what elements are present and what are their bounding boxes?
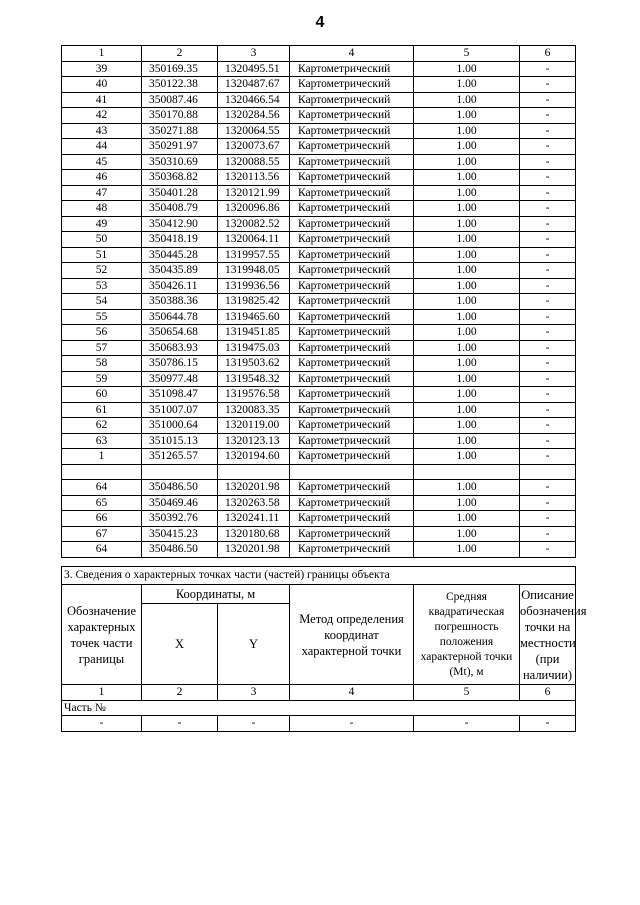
page-number: 4	[315, 14, 325, 31]
y-coordinate-cell: 1320284.56	[218, 108, 290, 124]
point-number-cell: 46	[62, 170, 142, 186]
description-cell: -	[520, 170, 576, 186]
description-cell: -	[520, 433, 576, 449]
empty-cell: -	[62, 716, 142, 732]
error-cell: 1.00	[414, 154, 520, 170]
error-cell: 1.00	[414, 309, 520, 325]
method-cell: Картометрический	[290, 294, 414, 310]
point-number-cell: 45	[62, 154, 142, 170]
method-cell: Картометрический	[290, 340, 414, 356]
x-coordinate-cell: 350426.11	[142, 278, 218, 294]
method-cell: Картометрический	[290, 108, 414, 124]
y-coordinate-cell: 1319451.85	[218, 325, 290, 341]
table-row	[62, 418, 576, 434]
error-cell: 1.00	[414, 511, 520, 527]
point-number-cell: 64	[62, 480, 142, 496]
part-label: Часть №	[62, 700, 576, 716]
error-cell: 1.00	[414, 325, 520, 341]
x-coordinate-cell: 350445.28	[142, 247, 218, 263]
error-cell: 1.00	[414, 201, 520, 217]
description-cell: -	[520, 185, 576, 201]
method-cell	[290, 464, 414, 480]
description-cell: -	[520, 139, 576, 155]
method-cell: Картометрический	[290, 526, 414, 542]
point-number-cell: 54	[62, 294, 142, 310]
x-coordinate-cell: 351015.13	[142, 433, 218, 449]
x-coordinate-cell: 350435.89	[142, 263, 218, 279]
x-coordinate-cell: 350368.82	[142, 170, 218, 186]
point-number-cell: 60	[62, 387, 142, 403]
section3-table	[61, 566, 587, 732]
point-number-cell: 48	[62, 201, 142, 217]
point-number-cell: 57	[62, 340, 142, 356]
method-cell: Картометрический	[290, 77, 414, 93]
description-cell: -	[520, 216, 576, 232]
description-cell: -	[520, 542, 576, 558]
description-cell: -	[520, 371, 576, 387]
table-row	[62, 108, 576, 124]
error-cell: 1.00	[414, 216, 520, 232]
column-number: 6	[520, 46, 576, 62]
table-row	[62, 480, 576, 496]
header-method: Метод определения координат характерной точки	[290, 585, 414, 685]
table-row	[62, 402, 576, 418]
description-cell: -	[520, 123, 576, 139]
y-coordinate-cell: 1319548.32	[218, 371, 290, 387]
table-row	[62, 325, 576, 341]
y-coordinate-cell: 1320119.00	[218, 418, 290, 434]
table-row	[62, 77, 576, 93]
point-number-cell: 58	[62, 356, 142, 372]
description-cell: -	[520, 154, 576, 170]
error-cell: 1.00	[414, 418, 520, 434]
description-cell: -	[520, 201, 576, 217]
header-designation: Обозначение характерных точек части границы	[62, 585, 142, 685]
y-coordinate-cell: 1320082.52	[218, 216, 290, 232]
point-number-cell: 52	[62, 263, 142, 279]
description-cell: -	[520, 526, 576, 542]
y-coordinate-cell: 1319948.05	[218, 263, 290, 279]
error-cell: 1.00	[414, 402, 520, 418]
method-cell: Картометрический	[290, 232, 414, 248]
method-cell: Картометрический	[290, 371, 414, 387]
method-cell: Картометрический	[290, 356, 414, 372]
method-cell: Картометрический	[290, 309, 414, 325]
point-number-cell: 56	[62, 325, 142, 341]
table-row	[62, 263, 576, 279]
x-coordinate-cell: 350122.38	[142, 77, 218, 93]
error-cell: 1.00	[414, 278, 520, 294]
error-cell: 1.00	[414, 77, 520, 93]
description-cell: -	[520, 449, 576, 465]
method-cell: Картометрический	[290, 216, 414, 232]
point-number-cell: 43	[62, 123, 142, 139]
y-coordinate-cell: 1320064.55	[218, 123, 290, 139]
table-row	[62, 185, 576, 201]
error-cell: 1.00	[414, 526, 520, 542]
description-cell: -	[520, 309, 576, 325]
error-cell: 1.00	[414, 61, 520, 77]
error-cell: 1.00	[414, 480, 520, 496]
method-cell: Картометрический	[290, 480, 414, 496]
method-cell: Картометрический	[290, 542, 414, 558]
method-cell: Картометрический	[290, 247, 414, 263]
error-cell: 1.00	[414, 232, 520, 248]
x-coordinate-cell: 350169.35	[142, 61, 218, 77]
table-row	[62, 247, 576, 263]
table-row	[62, 371, 576, 387]
point-number-cell: 64	[62, 542, 142, 558]
y-coordinate-cell: 1320495.51	[218, 61, 290, 77]
point-number-cell	[62, 464, 142, 480]
point-number-cell: 67	[62, 526, 142, 542]
error-cell: 1.00	[414, 185, 520, 201]
x-coordinate-cell: 350486.50	[142, 480, 218, 496]
x-coordinate-cell: 350486.50	[142, 542, 218, 558]
y-coordinate-cell	[218, 464, 290, 480]
point-number-cell: 49	[62, 216, 142, 232]
error-cell: 1.00	[414, 123, 520, 139]
error-cell: 1.00	[414, 542, 520, 558]
method-cell: Картометрический	[290, 387, 414, 403]
x-coordinate-cell: 351265.57	[142, 449, 218, 465]
error-cell: 1.00	[414, 294, 520, 310]
method-cell: Картометрический	[290, 185, 414, 201]
description-cell: -	[520, 418, 576, 434]
error-cell: 1.00	[414, 449, 520, 465]
section3-title: 3. Сведения о характерных точках части (частей) границы объекта	[62, 567, 576, 585]
header-coordinates: Координаты, м	[142, 585, 290, 604]
table-row	[62, 464, 576, 480]
error-cell: 1.00	[414, 139, 520, 155]
error-cell: 1.00	[414, 433, 520, 449]
point-number-cell: 40	[62, 77, 142, 93]
table-row	[62, 61, 576, 77]
table-row	[62, 356, 576, 372]
error-cell: 1.00	[414, 387, 520, 403]
header-y: Y	[218, 604, 290, 685]
y-coordinate-cell: 1319957.55	[218, 247, 290, 263]
error-cell: 1.00	[414, 92, 520, 108]
table-row	[62, 542, 576, 558]
x-coordinate-cell: 350310.69	[142, 154, 218, 170]
table-row	[62, 216, 576, 232]
table-row	[62, 387, 576, 403]
y-coordinate-cell: 1320064.11	[218, 232, 290, 248]
coordinates-table	[61, 45, 576, 558]
point-number-cell: 63	[62, 433, 142, 449]
x-coordinate-cell: 350412.90	[142, 216, 218, 232]
x-coordinate-cell: 351000.64	[142, 418, 218, 434]
point-number-cell: 65	[62, 495, 142, 511]
x-coordinate-cell: 350786.15	[142, 356, 218, 372]
method-cell: Картометрический	[290, 201, 414, 217]
method-cell: Картометрический	[290, 278, 414, 294]
point-number-cell: 1	[62, 449, 142, 465]
point-number-cell: 61	[62, 402, 142, 418]
header-x: X	[142, 604, 218, 685]
y-coordinate-cell: 1319475.03	[218, 340, 290, 356]
x-coordinate-cell: 350469.46	[142, 495, 218, 511]
section3-colnum: 6	[520, 685, 576, 701]
y-coordinate-cell: 1320073.67	[218, 139, 290, 155]
x-coordinate-cell: 350415.23	[142, 526, 218, 542]
empty-cell: -	[290, 716, 414, 732]
section3-colnum: 5	[414, 685, 520, 701]
section3-colnum: 4	[290, 685, 414, 701]
y-coordinate-cell: 1320201.98	[218, 542, 290, 558]
y-coordinate-cell: 1320123.13	[218, 433, 290, 449]
description-cell: -	[520, 108, 576, 124]
x-coordinate-cell: 351098.47	[142, 387, 218, 403]
error-cell: 1.00	[414, 247, 520, 263]
description-cell: -	[520, 247, 576, 263]
column-number: 3	[218, 46, 290, 62]
method-cell: Картометрический	[290, 325, 414, 341]
x-coordinate-cell: 350271.88	[142, 123, 218, 139]
description-cell: -	[520, 232, 576, 248]
y-coordinate-cell: 1320083.35	[218, 402, 290, 418]
table-row	[62, 170, 576, 186]
y-coordinate-cell: 1320263.58	[218, 495, 290, 511]
empty-cell: -	[218, 716, 290, 732]
column-number: 4	[290, 46, 414, 62]
table-row	[62, 433, 576, 449]
description-cell: -	[520, 92, 576, 108]
table-row	[62, 154, 576, 170]
point-number-cell: 59	[62, 371, 142, 387]
x-coordinate-cell: 350170.88	[142, 108, 218, 124]
table-row	[62, 526, 576, 542]
x-coordinate-cell: 350683.93	[142, 340, 218, 356]
y-coordinate-cell: 1320466.54	[218, 92, 290, 108]
table-row	[62, 278, 576, 294]
table-row	[62, 294, 576, 310]
y-coordinate-cell: 1320096.86	[218, 201, 290, 217]
y-coordinate-cell: 1319825.42	[218, 294, 290, 310]
method-cell: Картометрический	[290, 263, 414, 279]
point-number-cell: 47	[62, 185, 142, 201]
method-cell: Картометрический	[290, 61, 414, 77]
description-cell: -	[520, 77, 576, 93]
y-coordinate-cell: 1320121.99	[218, 185, 290, 201]
error-cell: 1.00	[414, 340, 520, 356]
table-row	[62, 309, 576, 325]
point-number-cell: 39	[62, 61, 142, 77]
description-cell: -	[520, 356, 576, 372]
section3-colnum: 3	[218, 685, 290, 701]
point-number-cell: 53	[62, 278, 142, 294]
point-number-cell: 50	[62, 232, 142, 248]
x-coordinate-cell: 350388.36	[142, 294, 218, 310]
point-number-cell: 55	[62, 309, 142, 325]
point-number-cell: 41	[62, 92, 142, 108]
y-coordinate-cell: 1320201.98	[218, 480, 290, 496]
column-number: 2	[142, 46, 218, 62]
y-coordinate-cell: 1320487.67	[218, 77, 290, 93]
empty-cell: -	[520, 716, 576, 732]
column-numbers-row	[62, 46, 576, 62]
y-coordinate-cell: 1320088.55	[218, 154, 290, 170]
table-row	[62, 123, 576, 139]
description-cell: -	[520, 402, 576, 418]
point-number-cell: 51	[62, 247, 142, 263]
x-coordinate-cell: 351007.07	[142, 402, 218, 418]
method-cell: Картометрический	[290, 418, 414, 434]
error-cell: 1.00	[414, 263, 520, 279]
column-number: 5	[414, 46, 520, 62]
x-coordinate-cell: 350977.48	[142, 371, 218, 387]
table-row	[62, 232, 576, 248]
table-row	[62, 92, 576, 108]
method-cell: Картометрический	[290, 139, 414, 155]
description-cell: -	[520, 263, 576, 279]
method-cell: Картометрический	[290, 433, 414, 449]
section3-colnum: 1	[62, 685, 142, 701]
x-coordinate-cell: 350408.79	[142, 201, 218, 217]
empty-cell: -	[414, 716, 520, 732]
description-cell: -	[520, 340, 576, 356]
method-cell: Картометрический	[290, 449, 414, 465]
x-coordinate-cell: 350392.76	[142, 511, 218, 527]
description-cell: -	[520, 387, 576, 403]
description-cell	[520, 464, 576, 480]
error-cell: 1.00	[414, 371, 520, 387]
x-coordinate-cell	[142, 464, 218, 480]
error-cell	[414, 464, 520, 480]
point-number-cell: 66	[62, 511, 142, 527]
method-cell: Картометрический	[290, 495, 414, 511]
method-cell: Картометрический	[290, 154, 414, 170]
description-cell: -	[520, 480, 576, 496]
x-coordinate-cell: 350644.78	[142, 309, 218, 325]
error-cell: 1.00	[414, 356, 520, 372]
x-coordinate-cell: 350291.97	[142, 139, 218, 155]
table-row	[62, 495, 576, 511]
empty-cell: -	[142, 716, 218, 732]
header-description: Описание обозначения точки на местности (при наличии)	[520, 585, 576, 685]
table-row	[62, 449, 576, 465]
error-cell: 1.00	[414, 495, 520, 511]
description-cell: -	[520, 495, 576, 511]
description-cell: -	[520, 294, 576, 310]
description-cell: -	[520, 61, 576, 77]
x-coordinate-cell: 350087.46	[142, 92, 218, 108]
point-number-cell: 62	[62, 418, 142, 434]
method-cell: Картометрический	[290, 170, 414, 186]
method-cell: Картометрический	[290, 123, 414, 139]
y-coordinate-cell: 1319465.60	[218, 309, 290, 325]
error-cell: 1.00	[414, 170, 520, 186]
description-cell: -	[520, 325, 576, 341]
description-cell: -	[520, 278, 576, 294]
description-cell: -	[520, 511, 576, 527]
x-coordinate-cell: 350401.28	[142, 185, 218, 201]
table-row	[62, 511, 576, 527]
method-cell: Картометрический	[290, 402, 414, 418]
point-number-cell: 44	[62, 139, 142, 155]
column-number: 1	[62, 46, 142, 62]
y-coordinate-cell: 1320113.56	[218, 170, 290, 186]
x-coordinate-cell: 350418.19	[142, 232, 218, 248]
y-coordinate-cell: 1319936.56	[218, 278, 290, 294]
section3-colnum: 2	[142, 685, 218, 701]
y-coordinate-cell: 1320180.68	[218, 526, 290, 542]
table-row	[62, 139, 576, 155]
y-coordinate-cell: 1319503.62	[218, 356, 290, 372]
header-error: Средняя квадратическая погрешность положения характерной точки (Mt), м	[414, 585, 520, 685]
table-row	[62, 340, 576, 356]
point-number-cell: 42	[62, 108, 142, 124]
y-coordinate-cell: 1320194.60	[218, 449, 290, 465]
method-cell: Картометрический	[290, 511, 414, 527]
y-coordinate-cell: 1320241.11	[218, 511, 290, 527]
table-row	[62, 201, 576, 217]
x-coordinate-cell: 350654.68	[142, 325, 218, 341]
y-coordinate-cell: 1319576.58	[218, 387, 290, 403]
error-cell: 1.00	[414, 108, 520, 124]
method-cell: Картометрический	[290, 92, 414, 108]
